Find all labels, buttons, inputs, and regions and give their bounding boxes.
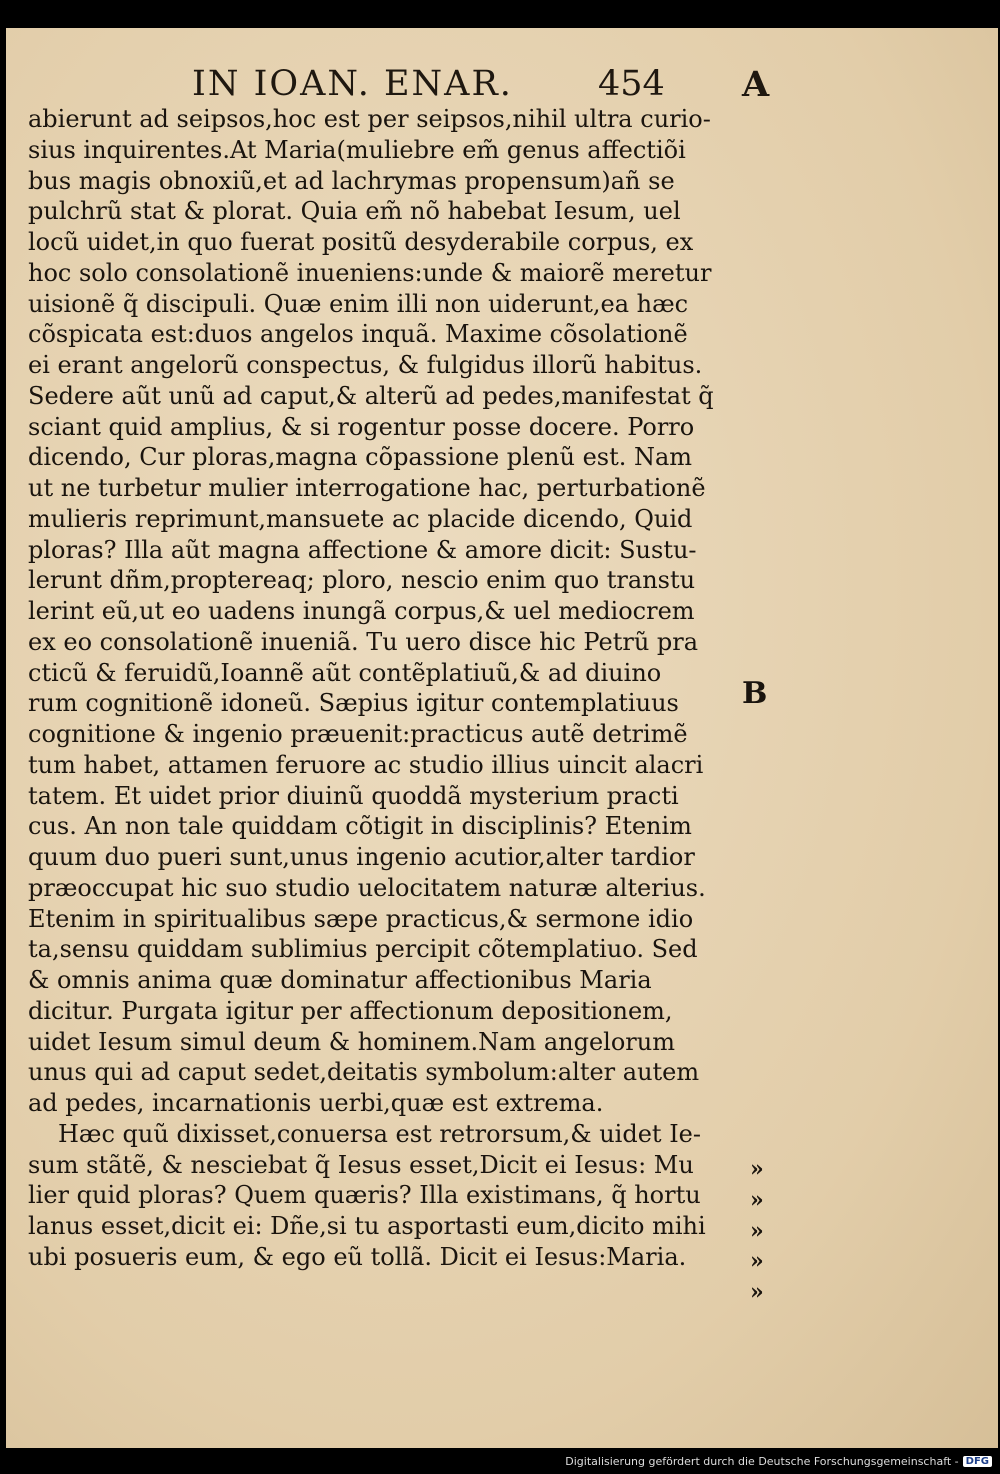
margin-quotation-marks	[750, 1154, 790, 1308]
margin-mark: »	[750, 1279, 764, 1305]
text-line: uisionẽ q̃ discipuli. Quæ enim illi non uiderunt,ea hæc	[28, 289, 689, 318]
text-line: ubi posueris eum, & ego eũ tollã. Dicit ei Iesus:Maria.	[28, 1242, 687, 1271]
text-line: hoc solo consolationẽ inueniens:unde & maiorẽ meretur	[28, 258, 712, 287]
text-line: abierunt ad seipsos,hoc est per seipsos,nihil ultra curio-	[28, 105, 711, 133]
text-line: & omnis anima quæ dominatur affectionibus Maria	[28, 966, 652, 994]
text-line: cõspicata est:duos angelos inquã. Maxime cõsolationẽ	[28, 320, 688, 349]
text-line: mulieris reprimunt,mansuete ac placide dicendo, Quid	[28, 504, 693, 533]
text-line: unus qui ad caput sedet,deitatis symbolum:alter autem	[28, 1058, 700, 1087]
footer	[565, 1452, 992, 1470]
page-number: 454	[598, 64, 665, 104]
text-line: dicitur. Purgata igitur per affectionum depositionem,	[28, 996, 673, 1025]
text-line: sciant quid amplius, & si rogentur posse docere. Porro	[28, 412, 695, 441]
margin-mark: »	[750, 1217, 764, 1244]
text-line: cus. An non tale quiddam cõtigit in disciplinis? Etenim	[28, 812, 692, 841]
text-line: lerunt dñm,proptereaq; ploro, nescio enim quo transtu	[28, 566, 696, 595]
margin-mark: »	[750, 1156, 764, 1182]
text-line: uidet Iesum simul deum & hominem.Nam angelorum	[28, 1027, 675, 1056]
text-line: dicendo, Cur ploras,magna cõpassione plenũ est. Nam	[28, 443, 693, 472]
running-title: IN IOAN. ENAR.	[192, 64, 513, 104]
text-line: ex eo consolationẽ inueniã. Tu uero disce hic Petrũ pra	[28, 627, 699, 656]
text-line: pulchrũ stat & plorat. Quia em̃ nõ habebat Iesum, uel	[28, 197, 681, 226]
text-line: Hæc quũ dixisset,conuersa est retrorsum,& uidet Ie-	[58, 1119, 701, 1148]
margin-mark: »	[750, 1248, 764, 1275]
text-line: locũ uidet,in quo fuerat positũ desyderabile corpus, ex	[28, 228, 694, 256]
text-line: tatem. Et uidet prior diuinũ quoddã mysterium practi	[28, 781, 679, 810]
text-line: cticũ & feruidũ,Ioannẽ aũt contẽplatiuũ,& ad diuino	[28, 658, 662, 687]
margin-mark: »	[750, 1186, 764, 1213]
text-line: præoccupat hic suo studio uelocitatem naturæ alterius.	[28, 873, 706, 902]
text-line: ei erant angelorũ conspectus, & fulgidus illorũ habitus.	[28, 351, 703, 379]
text-line: ta,sensu quiddam sublimius percipit cõtemplatiuo. Sed	[28, 935, 698, 964]
book-page	[6, 28, 998, 1448]
text-line: bus magis obnoxiũ,et ad lachrymas propensum)añ se	[28, 166, 675, 195]
text-line: tum habet, attamen feruore ac studio illius uincit alacri	[28, 750, 704, 779]
text-line: ut ne turbetur mulier interrogatione hac, perturbationẽ	[28, 474, 706, 502]
text-line: rum cognitionẽ idoneũ. Sæpius igitur contemplatiuus	[28, 689, 679, 718]
text-line: sius inquirentes.At Maria(muliebre em̃ genus affectiõi	[28, 135, 686, 164]
text-line: lanus esset,dicit ei: Dñe,si tu asportasti eum,dicito mihi	[28, 1212, 706, 1240]
text-line: lier quid ploras? Quem quæris? Illa existimans, q̃ hortu	[28, 1181, 701, 1210]
footer-text: Digitalisierung gefördert durch die Deutsche Forschungsgemeinschaft -	[565, 1454, 959, 1468]
text-line: lerint eũ,ut eo uadens inungã corpus,& uel mediocrem	[28, 597, 695, 625]
section-letter: A	[742, 64, 770, 105]
text-line: ad pedes, incarnationis uerbi,quæ est extrema.	[28, 1089, 604, 1117]
text-line: quum duo pueri sunt,unus ingenio acutior,alter tardior	[28, 843, 695, 871]
dfg-logo: DFG	[963, 1456, 992, 1467]
text-line: sum stãtẽ, & nesciebat q̃ Iesus esset,Dicit ei Iesus: Mu	[28, 1150, 694, 1179]
text-line: ploras? Illa aũt magna affectione & amore dicit: Sustu-	[28, 535, 697, 564]
text-line: Sedere aũt unũ ad caput,& alterũ ad pedes,manifestat q̃	[28, 381, 714, 410]
text-body	[28, 104, 734, 1273]
side-section-letter: B	[742, 676, 768, 711]
text-line: cognitione & ingenio præuenit:practicus autẽ detrimẽ	[28, 720, 688, 748]
text-line: Etenim in spiritualibus sæpe practicus,& sermone idio	[28, 904, 694, 933]
